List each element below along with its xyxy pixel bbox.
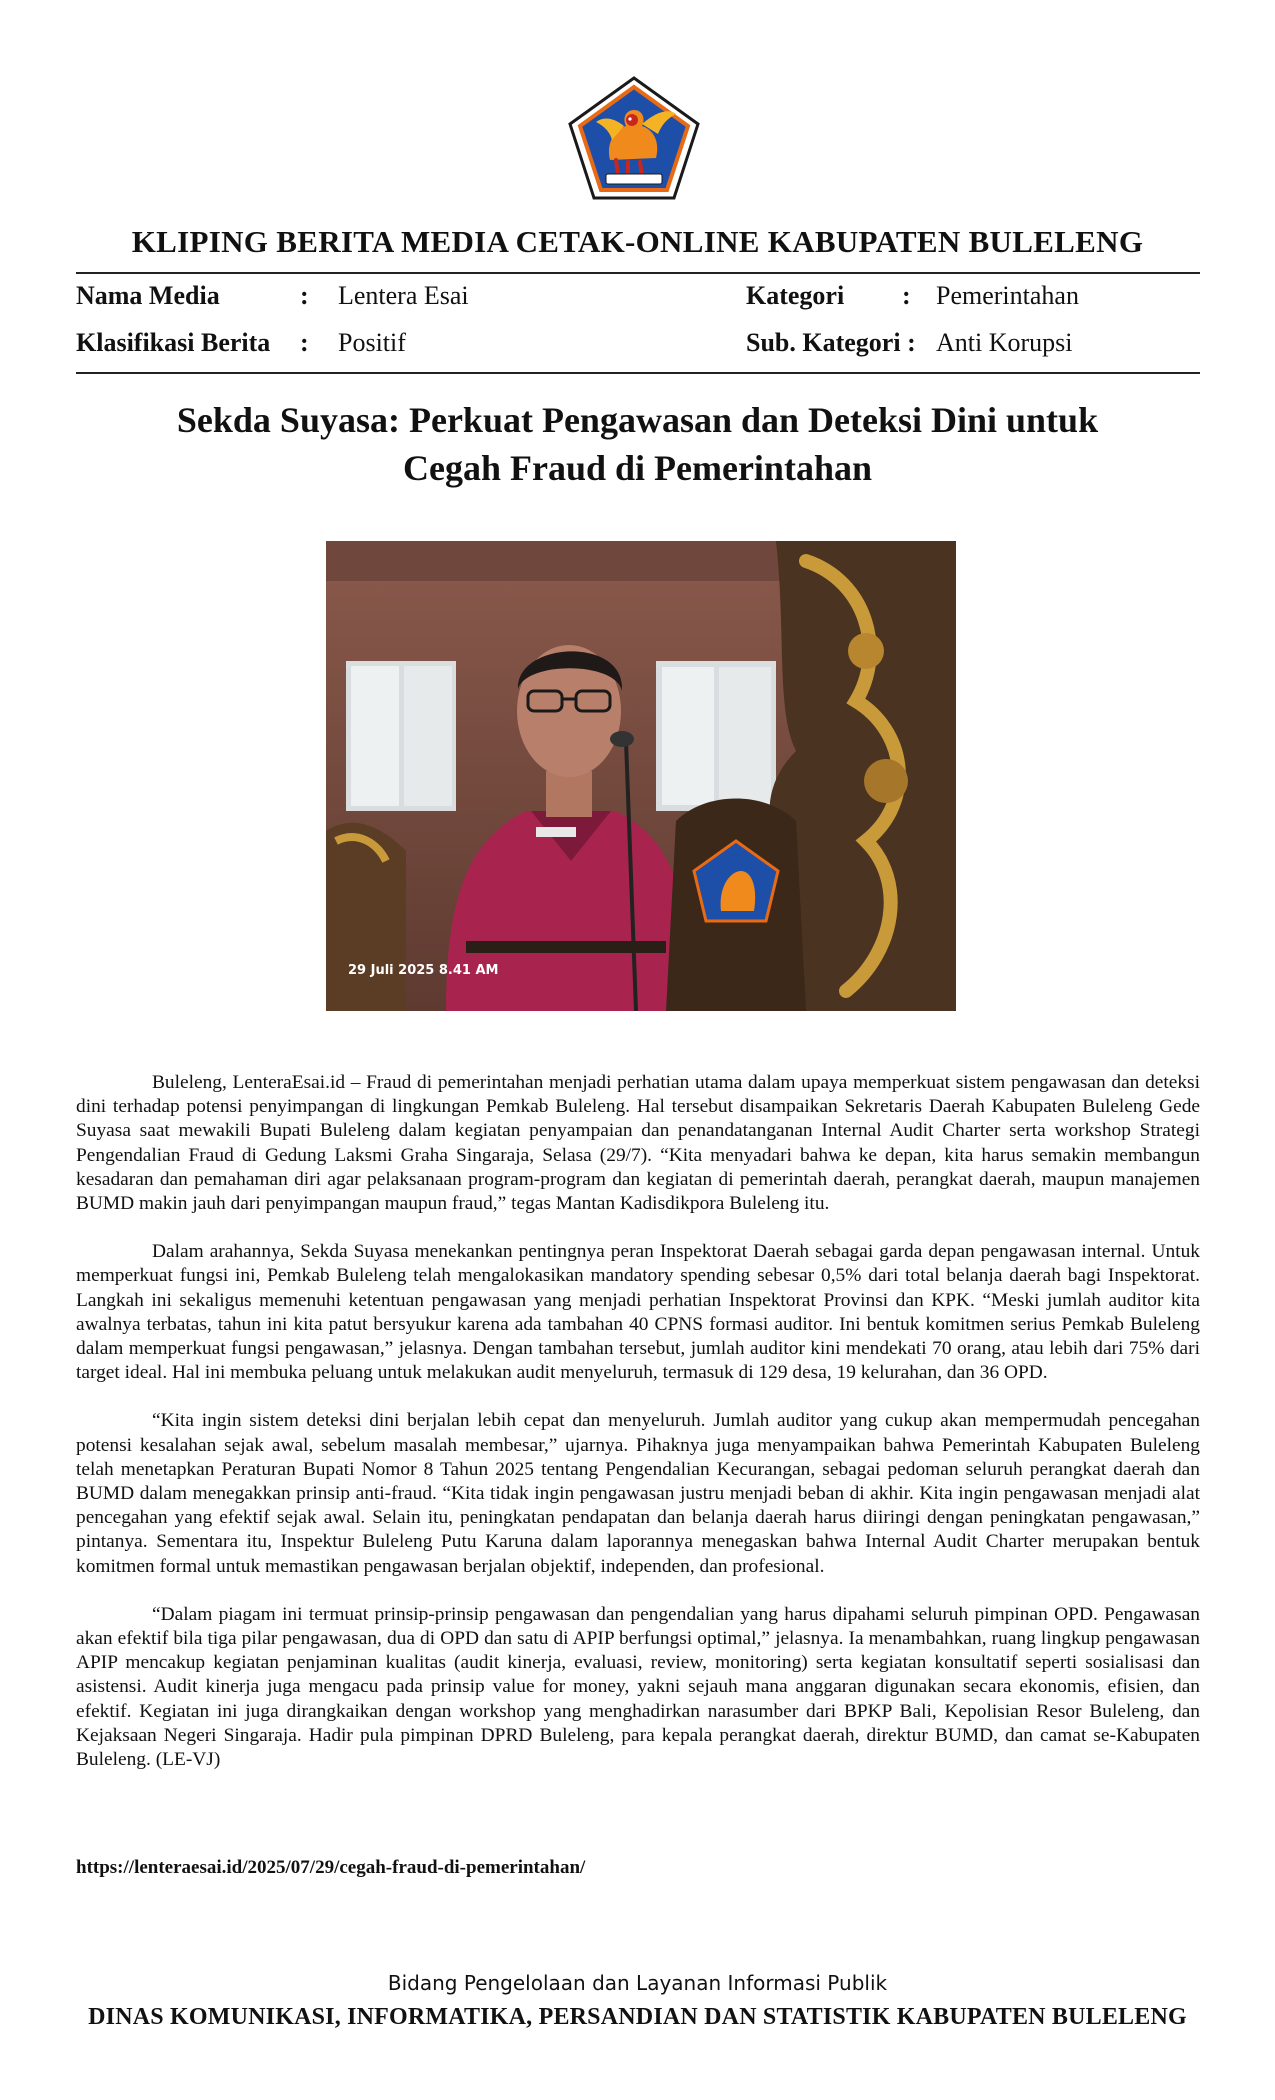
footer-bidang: Bidang Pengelolaan dan Layanan Informasi Publik — [387, 1971, 888, 1995]
sub-kategori-value: Anti Korupsi — [936, 328, 1073, 357]
nama-media-value: Lentera Esai — [338, 281, 469, 310]
source-url-link[interactable]: https://lenteraesai.id/2025/07/29/cegah-fraud-di-pemerintahan/ — [76, 1857, 586, 1878]
header-divider-bottom — [76, 372, 1200, 374]
article-photo — [326, 541, 956, 1011]
article-paragraph-2: Dalam arahannya, Sekda Suyasa menekankan pentingnya peran Inspektorat Daerah sebagai garda depan pengawasan internal. Untuk memperkuat fungsi ini, Pemkab Buleleng telah mengalokasikan mandatory spending sebesar 0,5% dari total belanja daerah bagi Inspektorat. Langkah ini sekaligus memenuhi ketentuan pengawasan yang menjadi perhatian Inspektorat Provinsi dan KPK. “Meski jumlah auditor kita awalnya terbatas, tahun ini kita patut bersyukur karena ada tambahan 40 CPNS formasi auditor. Ini bentuk komitmen serius Pemkab Buleleng dalam memperkuat fungsi pengawasan,” jelasnya. Dengan tambahan tersebut, jumlah auditor kini mendekati 70 orang, atau lebih dari 75% dari target ideal. Hal ini membuka peluang untuk melakukan audit menyeluruh, termasuk di 129 desa, 19 kelurahan, dan 36 OPD. — [76, 1241, 1200, 1384]
article-paragraph-1: Buleleng, LenteraEsai.id – Fraud di pemerintahan menjadi perhatian utama dalam upaya memperkuat sistem pengawasan dan deteksi dini terhadap potensi penyimpangan di lingkungan Pemkab Buleleng. Hal tersebut disampaikan Sekretaris Daerah Kabupaten Buleleng Gede Suyasa saat mewakili Bupati Buleleng dalam kegiatan penyampaian dan penandatanganan Internal Audit Charter serta workshop Strategi Pengendalian Fraud di Gedung Laksmi Graha Singaraja, Selasa (29/7). “Kita menyadari bahwa ke depan, kita harus semakin membangun kesadaran dan pemahaman diri agar pelaksanaan program-program dan kegiatan di pemerintah daerah, perangkat daerah, maupun manajemen BUMD makin jauh dari penyimpangan maupun fraud,” tegas Mantan Kadisdikpora Buleleng itu. — [76, 1072, 1200, 1215]
emblem-icon — [566, 74, 702, 202]
kategori-label: Kategori — [746, 281, 845, 310]
kategori-value: Pemerintahan — [936, 281, 1079, 310]
photo-timestamp: 29 Juli 2025 8.41 AM — [348, 963, 499, 978]
nama-media-colon: : — [300, 281, 309, 310]
buleleng-emblem-logo — [566, 74, 702, 202]
article-headline — [100, 396, 1175, 492]
article-paragraph-4: “Dalam piagam ini termuat prinsip-prinsip pengawasan dan pengendalian yang harus dipahami seluruh pimpinan OPD. Pengawasan akan efektif bila tiga pilar pengawasan, dua di OPD dan satu di APIP berfungsi optimal,” jelasnya. Ia menambahkan, ruang lingkup pengawasan APIP mencakup kegiatan penjaminan kualitas (audit kinerja, evaluasi, review, monitoring) serta kegiatan konsultatif seperti sosialisasi dan asistensi. Audit kinerja juga mengacu pada prinsip value for money, yakni sejauh mana anggaran digunakan secara ekonomis, efisien, dan efektif. Kegiatan ini juga dirangkaikan dengan workshop yang menghadirkan narasumber dari BPKP Bali, Kepolisian Resor Buleleng, dan Kejaksaan Negeri Singaraja. Hadir pula pimpinan DPRD Buleleng, para kepala perangkat daerah, direktur BUMD, dan camat se-Kabupaten Buleleng. (LE-VJ) — [76, 1603, 1200, 1771]
nama-media-label: Nama Media — [76, 281, 220, 310]
footer-dinas: DINAS KOMUNIKASI, INFORMATIKA, PERSANDIAN DAN STATISTIK KABUPATEN BULELENG — [88, 2004, 1187, 2030]
kategori-colon: : — [902, 281, 911, 310]
klasifikasi-label: Klasifikasi Berita — [76, 328, 271, 357]
article-body — [76, 1071, 1200, 1796]
klasifikasi-value: Positif — [338, 328, 406, 357]
headline-line-2: Cegah Fraud di Pemerintahan — [402, 448, 872, 488]
kliping-header-title: KLIPING BERITA MEDIA CETAK-ONLINE KABUPATEN BULELENG — [131, 224, 1144, 259]
sub-kategori-label: Sub. Kategori : — [746, 328, 916, 357]
header-divider-top — [76, 272, 1200, 274]
headline-line-1: Sekda Suyasa: Perkuat Pengawasan dan Deteksi Dini untuk — [176, 400, 1099, 440]
article-paragraph-3: “Kita ingin sistem deteksi dini berjalan lebih cepat dan menyeluruh. Jumlah auditor yang cukup akan mempermudah pencegahan potensi kesalahan sejak awal, sebelum masalah membesar,” ujarnya. Pihaknya juga menyampaikan bahwa Pemerintah Kabupaten Buleleng telah menetapkan Peraturan Bupati Nomor 8 Tahun 2025 tentang Pengendalian Kecurangan, sebagai pedoman seluruh perangkat daerah dan BUMD dalam menegakkan prinsip anti-fraud. “Kita tidak ingin pengawasan justru menjadi beban di akhir. Kita ingin pengawasan menjadi alat pencegahan yang efektif sejak awal. Selain itu, peningkatan pendapatan dan belanja daerah harus diiringi dengan peningkatan pengawasan,” pintanya. Sementara itu, Inspektur Buleleng Putu Karuna dalam laporannya menegaskan bahwa Internal Audit Charter merupakan bentuk komitmen formal untuk memastikan pengawasan berjalan objektif, independen, dan profesional. — [76, 1410, 1200, 1577]
klasifikasi-colon: : — [300, 328, 309, 357]
